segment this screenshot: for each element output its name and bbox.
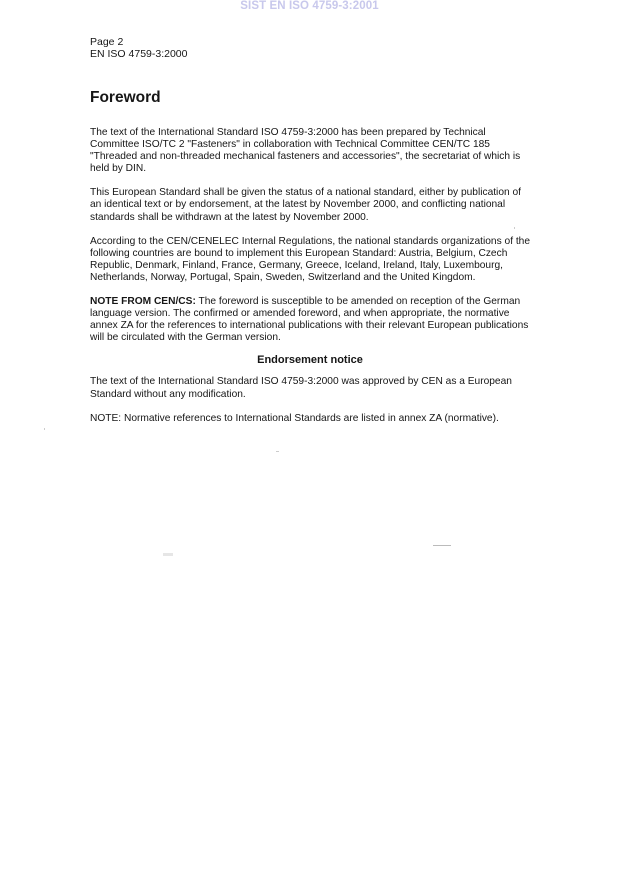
- endorsement-text: The text of the International Standard ISO 4759-3:2000 was approved by CEN as a European Standard without any modification.: [90, 376, 512, 400]
- scan-artifact: [433, 545, 451, 546]
- paragraph-countries: According to the CEN/CENELEC Internal Regulations, the national standards organizations of the following countries are bound to implement this European Standard: Austria, Belgium, Czech Republic, Denmark, Finland, France, Germany, Greece, Iceland, Ireland, Italy, Luxembourg, Netherlands, Norway, Portugal, Spain, Sweden, Switzerland and the United Kingdom.: [90, 235, 531, 283]
- section-title: Foreword: [90, 89, 161, 106]
- note-from-cen: [90, 296, 530, 344]
- note-label: NOTE FROM CEN/CS:: [90, 296, 196, 308]
- watermark: SIST EN ISO 4759-3:2001: [240, 0, 379, 12]
- scan-artifact: [276, 451, 279, 452]
- scan-artifact: [514, 227, 515, 229]
- document-id: EN ISO 4759-3:2000: [90, 48, 188, 60]
- document-page: [90, 36, 530, 425]
- page-number: Page 2: [90, 36, 124, 48]
- paragraph-status: This European Standard shall be given the status of a national standard, either by publication of an identical text or by endorsement, at the latest by November 2000, and conflicting national standards shall be withdrawn at the latest by November 2000.: [90, 187, 521, 223]
- endorsement-heading: Endorsement notice: [257, 354, 363, 367]
- paragraph-preparation: The text of the International Standard ISO 4759-3:2000 has been prepared by Technical Committee ISO/TC 2 "Fasteners" in collaboration with Technical Committee CEN/TC 185 "Threaded and non-threaded mechanical fasteners and accessories", the secretariat of which is held by DIN.: [90, 127, 521, 175]
- scan-artifact: [163, 553, 173, 556]
- normative-references-note: NOTE: Normative references to International Standards are listed in annex ZA (normative).: [90, 412, 499, 424]
- note-text: The foreword is susceptible to be amended on reception of the German language version. The confirmed or amended foreword, and when appropriate, the normative annex ZA for the references to international publications with their relevant European publications will be circulated with the German version.: [90, 296, 529, 344]
- scan-artifact: [44, 428, 45, 430]
